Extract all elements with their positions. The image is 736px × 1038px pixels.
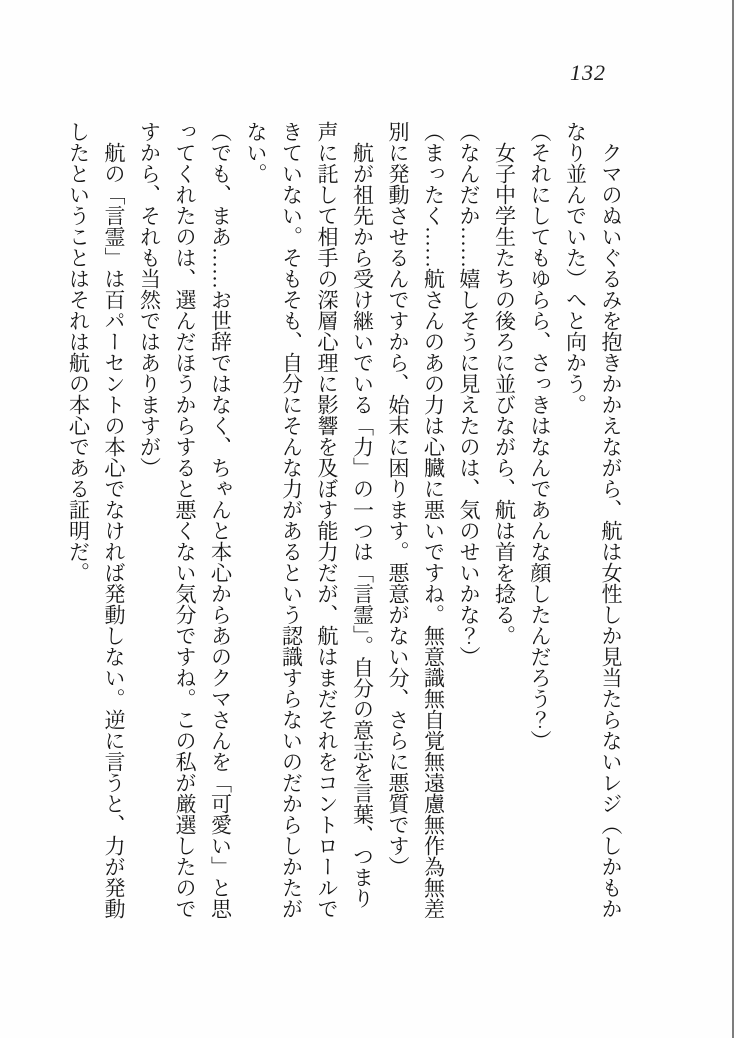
page-number: 132 <box>570 60 606 85</box>
paragraph: クマのぬいぐるみを抱きかかえながら、航は女性しか見当たらないレジ（しかもかなり並んでいた）へと向かう。 <box>563 121 623 919</box>
paragraph: （まったく……航さんのあの力は心臓に悪いですね。無意識無自覚無遠慮無作為無差別に発動させるんですから、始末に困ります。悪意がない分、さらに悪質です） <box>386 121 446 919</box>
page-edge-line <box>732 0 734 1038</box>
paragraph: （でも、まあ……お世辞ではなく、ちゃんと本心からあのクマさんを「可愛い」と思ってくれたのは、選んだほうからすると悪くない気分ですね。この私が厳選したのですから、それも当然ではありますが） <box>137 121 233 919</box>
text-block <box>60 121 628 921</box>
paragraph: （なんだか……嬉しそうに見えたのは、気のせいかな？） <box>457 121 481 667</box>
paragraph: 女子中学生たちの後ろに並びながら、航は首を捻る。 <box>492 142 517 646</box>
paragraph: （それにしてもゆらら、さっきはなんであんな顔したんだろう？） <box>528 121 552 751</box>
paragraph: 航が祖先から受け継いでいる「力」の一つは「言霊」。自分の意志を言葉、つまり声に託して相手の深層心理に影響を及ぼす能力だが、航はまだそれをコントロールできていない。そもそも、自分にそんな力があるという認識すらないのだからしかたがない。 <box>244 121 375 919</box>
paragraph: 航の「言霊」は百パーセントの本心でなければ発動しない。逆に言うと、力が発動したということはそれは航の本心である証明だ。 <box>66 121 126 919</box>
